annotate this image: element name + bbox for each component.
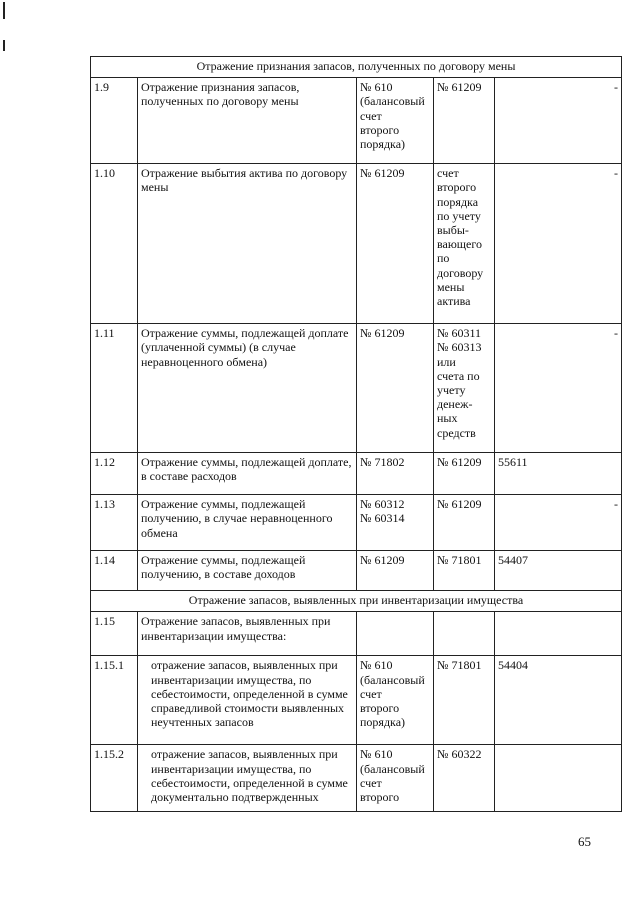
table-row	[91, 745, 622, 812]
debit-account: № 71802	[357, 453, 434, 495]
row-number: 1.12	[91, 453, 138, 495]
row-number: 1.11	[91, 324, 138, 453]
credit-account	[434, 612, 495, 656]
section-header-row	[91, 57, 622, 78]
section-title: Отражение запасов, выявленных при инвентаризации имущества	[91, 591, 622, 612]
symbol-code: 55611	[495, 453, 622, 495]
row-number: 1.14	[91, 551, 138, 591]
debit-account: № 61209	[357, 324, 434, 453]
accounting-entries-table	[90, 56, 622, 812]
scan-edge-mark	[3, 40, 5, 51]
page-number: 65	[578, 834, 591, 849]
credit-account: № 61209	[434, 453, 495, 495]
row-number: 1.15.2	[91, 745, 138, 812]
row-description: Отражение запасов, выявленных при инвентаризации имущества:	[138, 612, 357, 656]
row-number: 1.13	[91, 495, 138, 551]
section-title: Отражение признания запасов, полученных по договору мены	[91, 57, 622, 78]
row-description: Отражение выбытия актива по договору мены	[138, 164, 357, 324]
row-description: отражение запасов, выявленных при инвентаризации имущества, по себестоимости, определенной в сумме документально подтвержденных	[138, 745, 357, 812]
table-row	[91, 324, 622, 453]
table-row	[91, 495, 622, 551]
symbol-code: -	[495, 495, 622, 551]
debit-account: № 61209	[357, 551, 434, 591]
debit-account: № 61209	[357, 164, 434, 324]
symbol-code: -	[495, 78, 622, 164]
debit-account: № 610 (балансовый счет второго	[357, 745, 434, 812]
row-number: 1.15.1	[91, 656, 138, 745]
credit-account: № 71801	[434, 656, 495, 745]
credit-account: № 60322	[434, 745, 495, 812]
credit-account: № 71801	[434, 551, 495, 591]
row-description: Отражение признания запасов, полученных по договору мены	[138, 78, 357, 164]
row-description: отражение запасов, выявленных при инвентаризации имущества, по себестоимости, определенной в сумме справедливой стоимости выявленных неучтенных запасов	[138, 656, 357, 745]
credit-account: № 61209	[434, 78, 495, 164]
row-description: Отражение суммы, подлежащей получению, в составе доходов	[138, 551, 357, 591]
table-row	[91, 78, 622, 164]
symbol-code: 54407	[495, 551, 622, 591]
credit-account: № 61209	[434, 495, 495, 551]
table-row	[91, 164, 622, 324]
credit-account: счет второго порядка по учету выбы- вающего по договору мены актива	[434, 164, 495, 324]
debit-account: № 60312 № 60314	[357, 495, 434, 551]
scan-edge-mark	[3, 2, 5, 19]
row-description: Отражение суммы, подлежащей получению, в случае неравноценного обмена	[138, 495, 357, 551]
debit-account	[357, 612, 434, 656]
credit-account: № 60311 № 60313 или счета по учету денеж- ных средств	[434, 324, 495, 453]
row-description: Отражение суммы, подлежащей доплате (уплаченной суммы) (в случае неравноценного обмена)	[138, 324, 357, 453]
row-number: 1.9	[91, 78, 138, 164]
table-row	[91, 453, 622, 495]
table-row	[91, 612, 622, 656]
symbol-code: 54404	[495, 656, 622, 745]
row-number: 1.10	[91, 164, 138, 324]
section-header-row	[91, 591, 622, 612]
symbol-code: -	[495, 164, 622, 324]
table-row	[91, 656, 622, 745]
row-number: 1.15	[91, 612, 138, 656]
symbol-code	[495, 745, 622, 812]
row-description: Отражение суммы, подлежащей доплате, в составе расходов	[138, 453, 357, 495]
symbol-code: -	[495, 324, 622, 453]
debit-account: № 610 (балансовый счет второго порядка)	[357, 78, 434, 164]
symbol-code	[495, 612, 622, 656]
debit-account: № 610 (балансовый счет второго порядка)	[357, 656, 434, 745]
table-row	[91, 551, 622, 591]
